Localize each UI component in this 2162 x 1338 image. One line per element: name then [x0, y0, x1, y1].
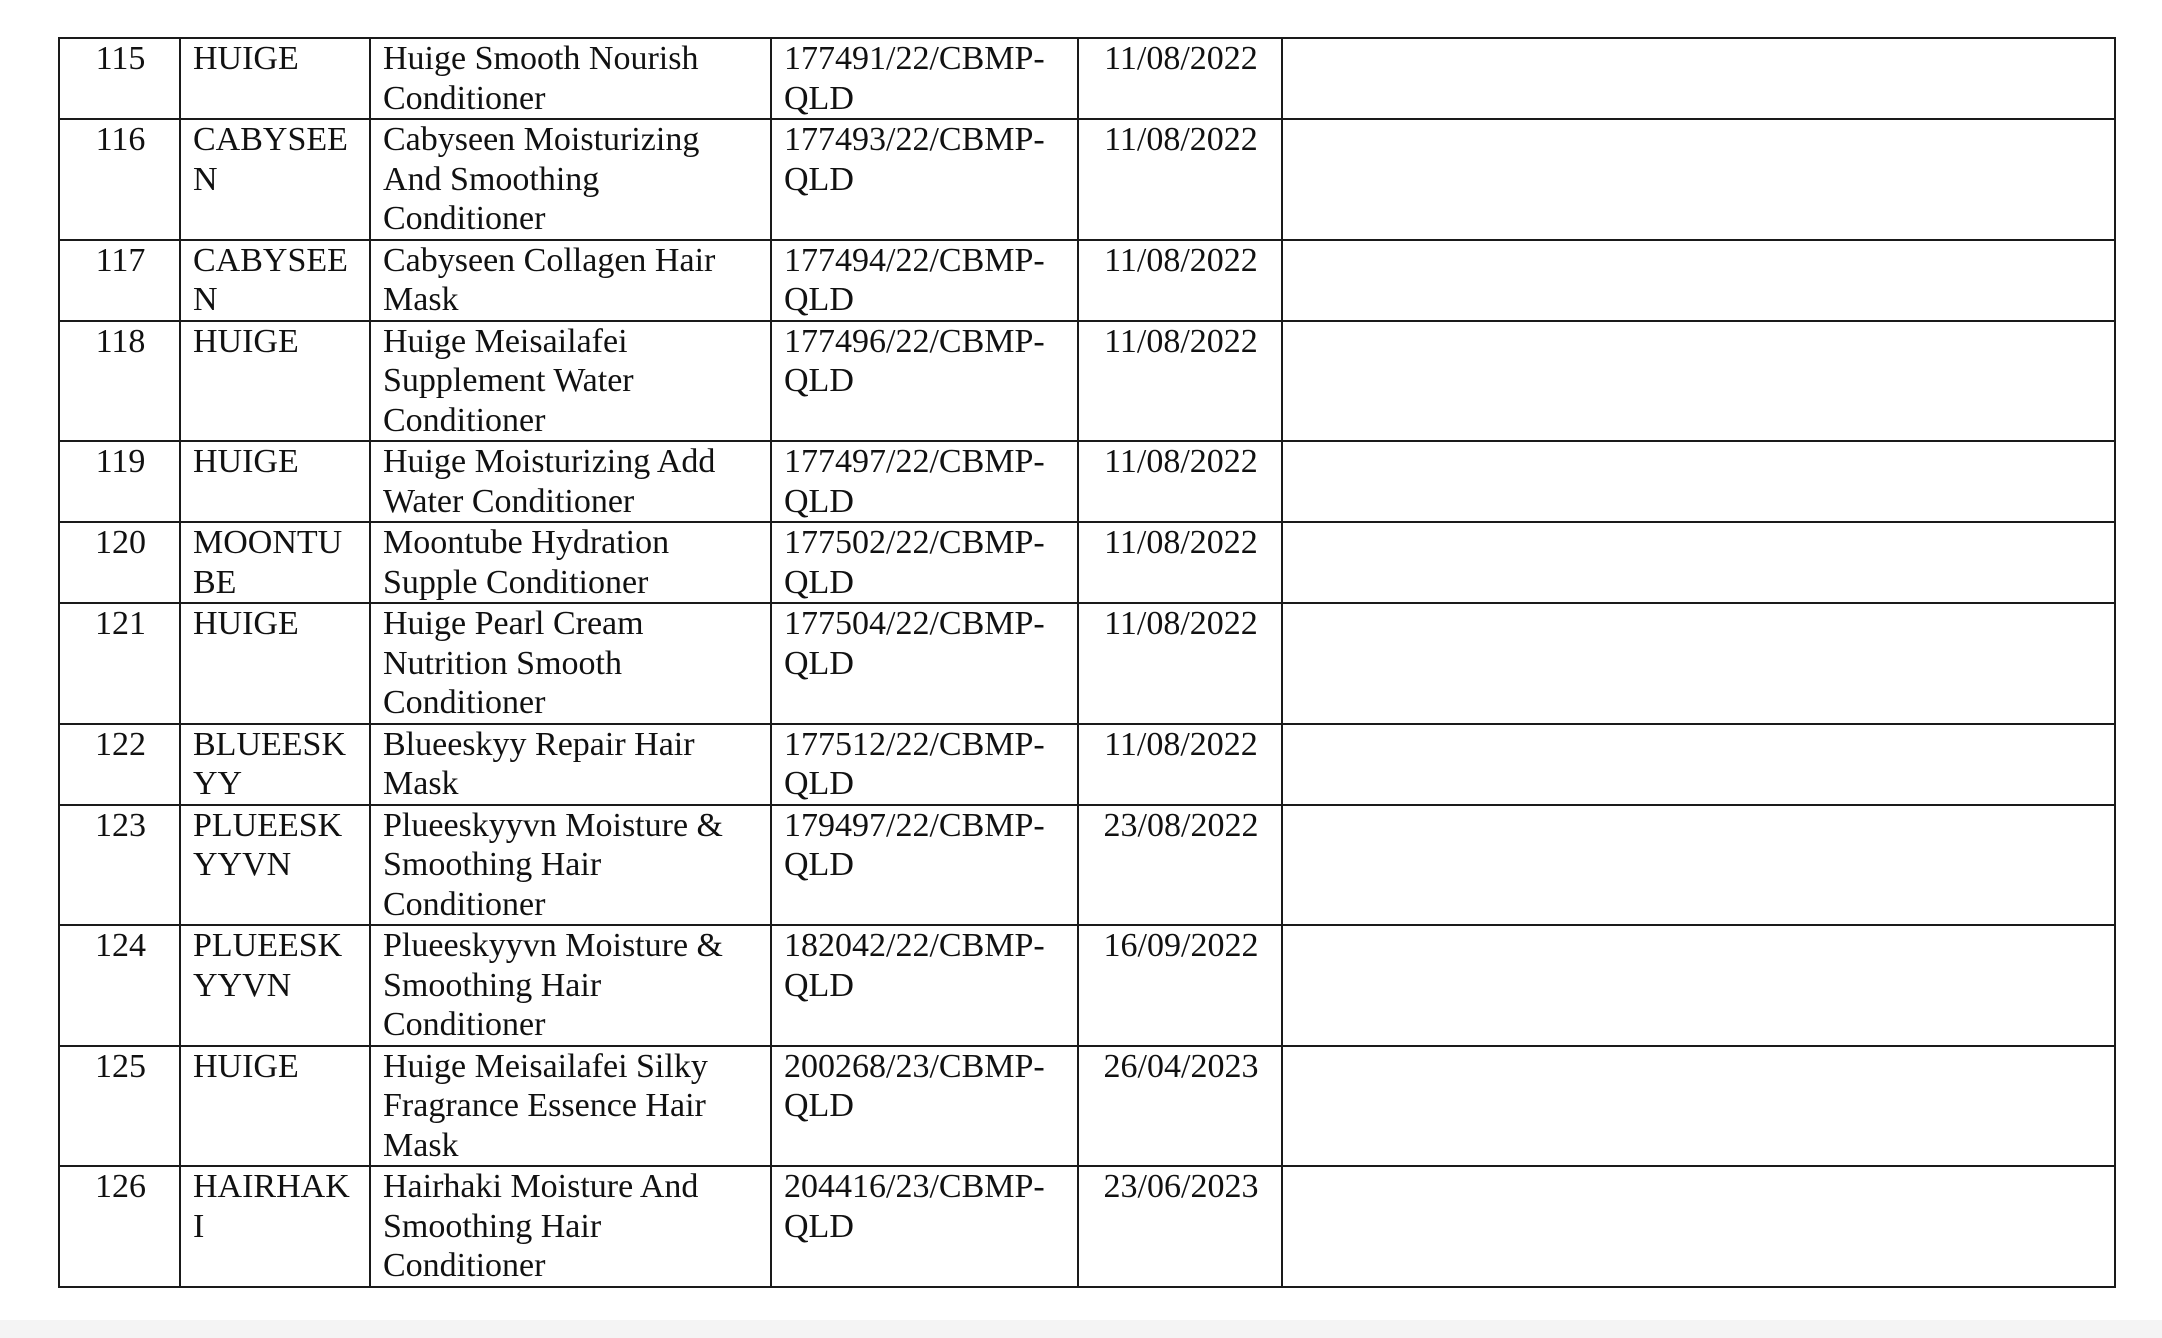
- row-number-text: 121: [95, 605, 146, 642]
- date-cell-text: 11/08/2022: [1104, 40, 1258, 77]
- date-cell: [1078, 119, 1282, 240]
- product-table: [58, 37, 2116, 1288]
- notification-number-cell-text: 177496/22/CBMP- QLD: [784, 322, 1045, 399]
- row-number: [59, 1046, 180, 1167]
- product-name-cell-text: Cabyseen Moisturizing And Smoothing Conditioner: [383, 121, 700, 237]
- product-name-cell-text: Huige Smooth Nourish Conditioner: [383, 40, 699, 117]
- row-number-text: 119: [95, 443, 146, 480]
- date-cell: [1078, 1046, 1282, 1167]
- row-number-text: 126: [95, 1168, 146, 1205]
- remarks-cell: [1282, 119, 2115, 240]
- brand-cell-text: HAIRHAK I: [193, 1168, 350, 1245]
- brand-cell-text: HUIGE: [193, 40, 299, 77]
- product-name-cell: [370, 38, 771, 119]
- notification-number-cell: [771, 441, 1078, 522]
- brand-cell-text: BLUEESK YY: [193, 725, 346, 802]
- notification-number-cell-text: 182042/22/CBMP- QLD: [784, 927, 1045, 1004]
- date-cell: [1078, 1166, 1282, 1287]
- notification-number-cell: [771, 925, 1078, 1046]
- date-cell: [1078, 522, 1282, 603]
- product-name-cell-text: Huige Meisailafei Supplement Water Conditioner: [383, 322, 634, 439]
- remarks-cell: [1282, 925, 2115, 1046]
- notification-number-cell: [771, 724, 1078, 805]
- product-name-cell: [370, 441, 771, 522]
- row-number: [59, 38, 180, 119]
- date-cell-text: 11/08/2022: [1104, 605, 1258, 642]
- row-number: [59, 240, 180, 321]
- notification-number-cell: [771, 321, 1078, 442]
- product-name-cell-text: Blueeskyy Repair Hair Mask: [383, 725, 695, 802]
- brand-cell: [180, 1166, 370, 1287]
- row-number: [59, 603, 180, 724]
- table-row: [59, 240, 2115, 321]
- brand-cell-text: CABYSEE N: [193, 121, 348, 198]
- brand-cell: [180, 925, 370, 1046]
- brand-cell-text: HUIGE: [193, 1047, 299, 1085]
- notification-number-cell-text: 204416/23/CBMP- QLD: [784, 1168, 1045, 1245]
- row-number-text: 124: [95, 927, 146, 964]
- date-cell-text: 11/08/2022: [1104, 524, 1258, 561]
- notification-number-cell-text: 177494/22/CBMP- QLD: [784, 241, 1045, 318]
- notification-number-cell-text: 177512/22/CBMP- QLD: [784, 725, 1045, 802]
- row-number: [59, 441, 180, 522]
- product-name-cell-text: Plueeskyyvn Moisture & Smoothing Hair Conditioner: [383, 927, 723, 1043]
- remarks-cell: [1282, 805, 2115, 926]
- table-row: [59, 522, 2115, 603]
- notification-number-cell-text: 177493/22/CBMP- QLD: [784, 121, 1045, 198]
- row-number: [59, 119, 180, 240]
- row-number-text: 122: [95, 725, 146, 763]
- notification-number-cell: [771, 240, 1078, 321]
- date-cell: [1078, 925, 1282, 1046]
- date-cell-text: 16/09/2022: [1103, 927, 1259, 964]
- notification-number-cell: [771, 38, 1078, 119]
- row-number: [59, 724, 180, 805]
- product-name-cell: [370, 805, 771, 926]
- product-name-cell: [370, 925, 771, 1046]
- brand-cell: [180, 240, 370, 321]
- product-name-cell: [370, 724, 771, 805]
- notification-number-cell: [771, 603, 1078, 724]
- product-name-cell: [370, 522, 771, 603]
- row-number: [59, 925, 180, 1046]
- row-number: [59, 805, 180, 926]
- row-number-text: 120: [95, 524, 146, 561]
- brand-cell: [180, 441, 370, 522]
- notification-number-cell: [771, 1166, 1078, 1287]
- date-cell-text: 11/08/2022: [1104, 241, 1258, 279]
- date-cell-text: 23/06/2023: [1103, 1168, 1259, 1205]
- product-name-cell: [370, 603, 771, 724]
- notification-number-cell: [771, 119, 1078, 240]
- brand-cell-text: HUIGE: [193, 322, 299, 360]
- date-cell: [1078, 321, 1282, 442]
- brand-cell: [180, 321, 370, 442]
- product-name-cell-text: Hairhaki Moisture And Smoothing Hair Conditioner: [383, 1168, 699, 1284]
- remarks-cell: [1282, 441, 2115, 522]
- brand-cell: [180, 805, 370, 926]
- product-name-cell-text: Huige Meisailafei Silky Fragrance Essence Hair Mask: [383, 1047, 708, 1164]
- notification-number-cell: [771, 805, 1078, 926]
- product-name-cell-text: Huige Moisturizing Add Water Conditioner: [383, 443, 716, 520]
- product-name-cell-text: Huige Pearl Cream Nutrition Smooth Conditioner: [383, 605, 644, 721]
- table-row: [59, 1166, 2115, 1287]
- product-name-cell-text: Cabyseen Collagen Hair Mask: [383, 241, 716, 318]
- date-cell-text: 23/08/2022: [1103, 806, 1259, 844]
- remarks-cell: [1282, 1046, 2115, 1167]
- notification-number-cell: [771, 1046, 1078, 1167]
- remarks-cell: [1282, 321, 2115, 442]
- row-number-text: 115: [95, 40, 146, 77]
- row-number-text: 125: [95, 1047, 146, 1085]
- notification-number-cell-text: 177504/22/CBMP- QLD: [784, 605, 1045, 682]
- table-row: [59, 1046, 2115, 1167]
- notification-number-cell-text: 177491/22/CBMP- QLD: [784, 40, 1045, 117]
- product-name-cell: [370, 321, 771, 442]
- date-cell: [1078, 240, 1282, 321]
- brand-cell: [180, 119, 370, 240]
- brand-cell-text: PLUEESK YYVN: [193, 806, 343, 883]
- brand-cell: [180, 603, 370, 724]
- row-number: [59, 1166, 180, 1287]
- table-row: [59, 321, 2115, 442]
- product-name-cell-text: Plueeskyyvn Moisture & Smoothing Hair Conditioner: [383, 806, 723, 923]
- table-row: [59, 925, 2115, 1046]
- notification-number-cell-text: 177497/22/CBMP- QLD: [784, 443, 1045, 520]
- remarks-cell: [1282, 38, 2115, 119]
- brand-cell-text: PLUEESK YYVN: [193, 927, 343, 1004]
- date-cell: [1078, 38, 1282, 119]
- remarks-cell: [1282, 522, 2115, 603]
- table-row: [59, 441, 2115, 522]
- row-number: [59, 321, 180, 442]
- notification-number-cell-text: 177502/22/CBMP- QLD: [784, 524, 1045, 601]
- date-cell-text: 11/08/2022: [1104, 443, 1258, 480]
- table-row: [59, 119, 2115, 240]
- brand-cell: [180, 38, 370, 119]
- row-number: [59, 522, 180, 603]
- product-name-cell: [370, 1046, 771, 1167]
- product-name-cell: [370, 240, 771, 321]
- remarks-cell: [1282, 724, 2115, 805]
- remarks-cell: [1282, 1166, 2115, 1287]
- notification-number-cell-text: 200268/23/CBMP- QLD: [784, 1047, 1045, 1124]
- brand-cell: [180, 1046, 370, 1167]
- brand-cell: [180, 724, 370, 805]
- remarks-cell: [1282, 240, 2115, 321]
- product-name-cell: [370, 119, 771, 240]
- brand-cell-text: MOONTU BE: [193, 524, 343, 601]
- notification-number-cell: [771, 522, 1078, 603]
- row-number-text: 123: [95, 806, 146, 844]
- product-name-cell-text: Moontube Hydration Supple Conditioner: [383, 524, 670, 601]
- table-row: [59, 805, 2115, 926]
- table-row: [59, 724, 2115, 805]
- notification-number-cell-text: 179497/22/CBMP- QLD: [784, 806, 1045, 883]
- row-number-text: 116: [95, 121, 146, 158]
- date-cell: [1078, 805, 1282, 926]
- remarks-cell: [1282, 603, 2115, 724]
- product-name-cell: [370, 1166, 771, 1287]
- row-number-text: 118: [95, 322, 146, 360]
- date-cell-text: 26/04/2023: [1103, 1047, 1259, 1085]
- date-cell: [1078, 724, 1282, 805]
- table-row: [59, 38, 2115, 119]
- row-number-text: 117: [95, 241, 146, 279]
- date-cell-text: 11/08/2022: [1104, 322, 1258, 360]
- brand-cell-text: HUIGE: [193, 443, 299, 480]
- brand-cell-text: CABYSEE N: [193, 241, 348, 318]
- brand-cell: [180, 522, 370, 603]
- date-cell-text: 11/08/2022: [1104, 121, 1258, 158]
- date-cell: [1078, 603, 1282, 724]
- table-row: [59, 603, 2115, 724]
- date-cell: [1078, 441, 1282, 522]
- brand-cell-text: HUIGE: [193, 605, 299, 642]
- date-cell-text: 11/08/2022: [1104, 725, 1258, 763]
- table-body: [59, 38, 2115, 1287]
